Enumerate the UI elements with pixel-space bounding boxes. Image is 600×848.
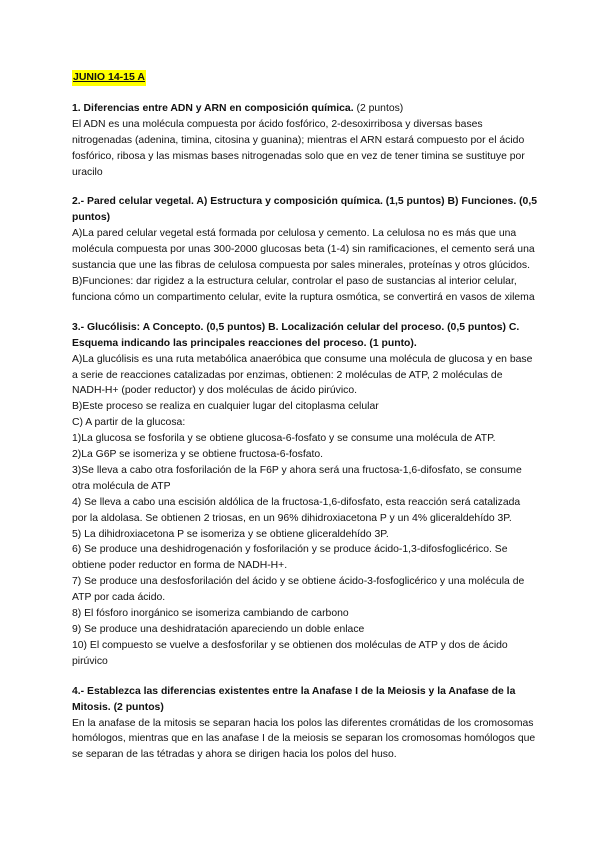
exam-date-label: JUNIO 14-15 A	[72, 70, 146, 86]
question-1	[72, 101, 537, 181]
question-heading	[72, 101, 537, 117]
answer-step: 4) Se lleva a cabo una escisión aldólica de la fructosa-1,6-difosfato, esta reacción será catalizada por la aldolasa. Se obtienen 2 triosas, en un 96% dihidroxiacetona P y un 4% gliceraldehído 3P.	[72, 496, 521, 524]
document-page	[72, 70, 537, 763]
question-3	[72, 320, 537, 670]
question-title: 2.- Pared celular vegetal. A) Estructura y composición química. (1,5 puntos) B) Funciones. (0,5 puntos)	[72, 196, 537, 224]
answer-step: 6) Se produce una deshidrogenación y fosforilación y se produce ácido-1,3-difosfoglicérico. Se obtiene poder reductor en forma de NADH-H+.	[72, 544, 508, 572]
answer-paragraph: B)Funciones: dar rigidez a la estructura celular, controlar el paso de sustancias al interior celular, funciona cómo un compartimento celular, evite la ruptura osmótica, se convertirá en vasos de xilema	[72, 275, 535, 303]
question-4	[72, 684, 537, 764]
answer-step: 7) Se produce una desfosforilación del ácido y se obtiene ácido-3-fosfoglicérico y una molécula de ATP por cada ácido.	[72, 576, 525, 604]
question-points: (2 puntos)	[353, 102, 404, 114]
answer-step: 5) La dihidroxiacetona P se isomeriza y se obtiene gliceraldehído 3P.	[72, 528, 389, 540]
question-title: 1. Diferencias entre ADN y ARN en composición química.	[72, 102, 354, 114]
answer-step: 10) El compuesto se vuelve a desfosforilar y se obtienen dos moléculas de ATP y dos de ácido pirúvico	[72, 639, 508, 667]
answer-paragraph: El ADN es una molécula compuesta por ácido fosfórico, 2-desoxirribosa y diversas bases nitrogenadas (adenina, timina, citosina y guanina); mientras el ARN estará compuesto por el ácido fosfórico, ribosa y las mismas bases nitrogenadas solo que en vez de tener timina se sustituye por uracilo	[72, 118, 525, 178]
answer-paragraph: B)Este proceso se realiza en cualquier lugar del citoplasma celular	[72, 401, 379, 413]
answer-step: 8) El fósforo inorgánico se isomeriza cambiando de carbono	[72, 608, 349, 620]
answer-step: 2)La G6P se isomeriza y se obtiene fructosa-6-fosfato.	[72, 449, 324, 461]
answer-step: 3)Se lleva a cabo otra fosforilación de la F6P y ahora será una fructosa-1,6-difosfato, se consume otra molécula de ATP	[72, 464, 522, 492]
question-title: 4.- Establezca las diferencias existentes entre la Anafase I de la Meiosis y la Anafase de la Mitosis. (2 puntos)	[72, 685, 516, 713]
question-2	[72, 194, 537, 305]
answer-paragraph: En la anafase de la mitosis se separan hacia los polos las diferentes cromátidas de los cromosomas homólogos, mientras que en las anafase I de la meiosis se separan los cromosomas homólogos que se separan de las tétradas y ahora se dirigen hacia los polos del huso.	[72, 717, 536, 761]
answer-paragraph: A)La glucólisis es una ruta metabólica anaeróbica que consume una molécula de glucosa y en base a serie de reacciones catalizadas por enzimas, obtienen: 2 moléculas de ATP, 2 moléculas de NADH-H+ (poder reductor) y dos moléculas de ácido pirúvico.	[72, 353, 533, 397]
answer-paragraph: C) A partir de la glucosa:	[72, 417, 186, 429]
answer-step: 9) Se produce una deshidratación apareciendo un doble enlace	[72, 624, 365, 635]
answer-paragraph: A)La pared celular vegetal está formada por celulosa y cemento. La celulosa no es más que una molécula compuesta por unas 300-2000 glucosas beta (1-4) sin ramificaciones, el cemento será una sustancia que une las fibras de celulosa compuesta por sales minerales, proteínas y otros glúcidos.	[72, 228, 535, 272]
question-title: 3.- Glucólisis: A Concepto. (0,5 puntos) B. Localización celular del proceso. (0,5 puntos) C. Esquema indicando las principales reacciones del proceso. (1 punto).	[72, 321, 520, 349]
answer-step: 1)La glucosa se fosforila y se obtiene glucosa-6-fosfato y se consume una molécula de ATP.	[72, 433, 496, 445]
